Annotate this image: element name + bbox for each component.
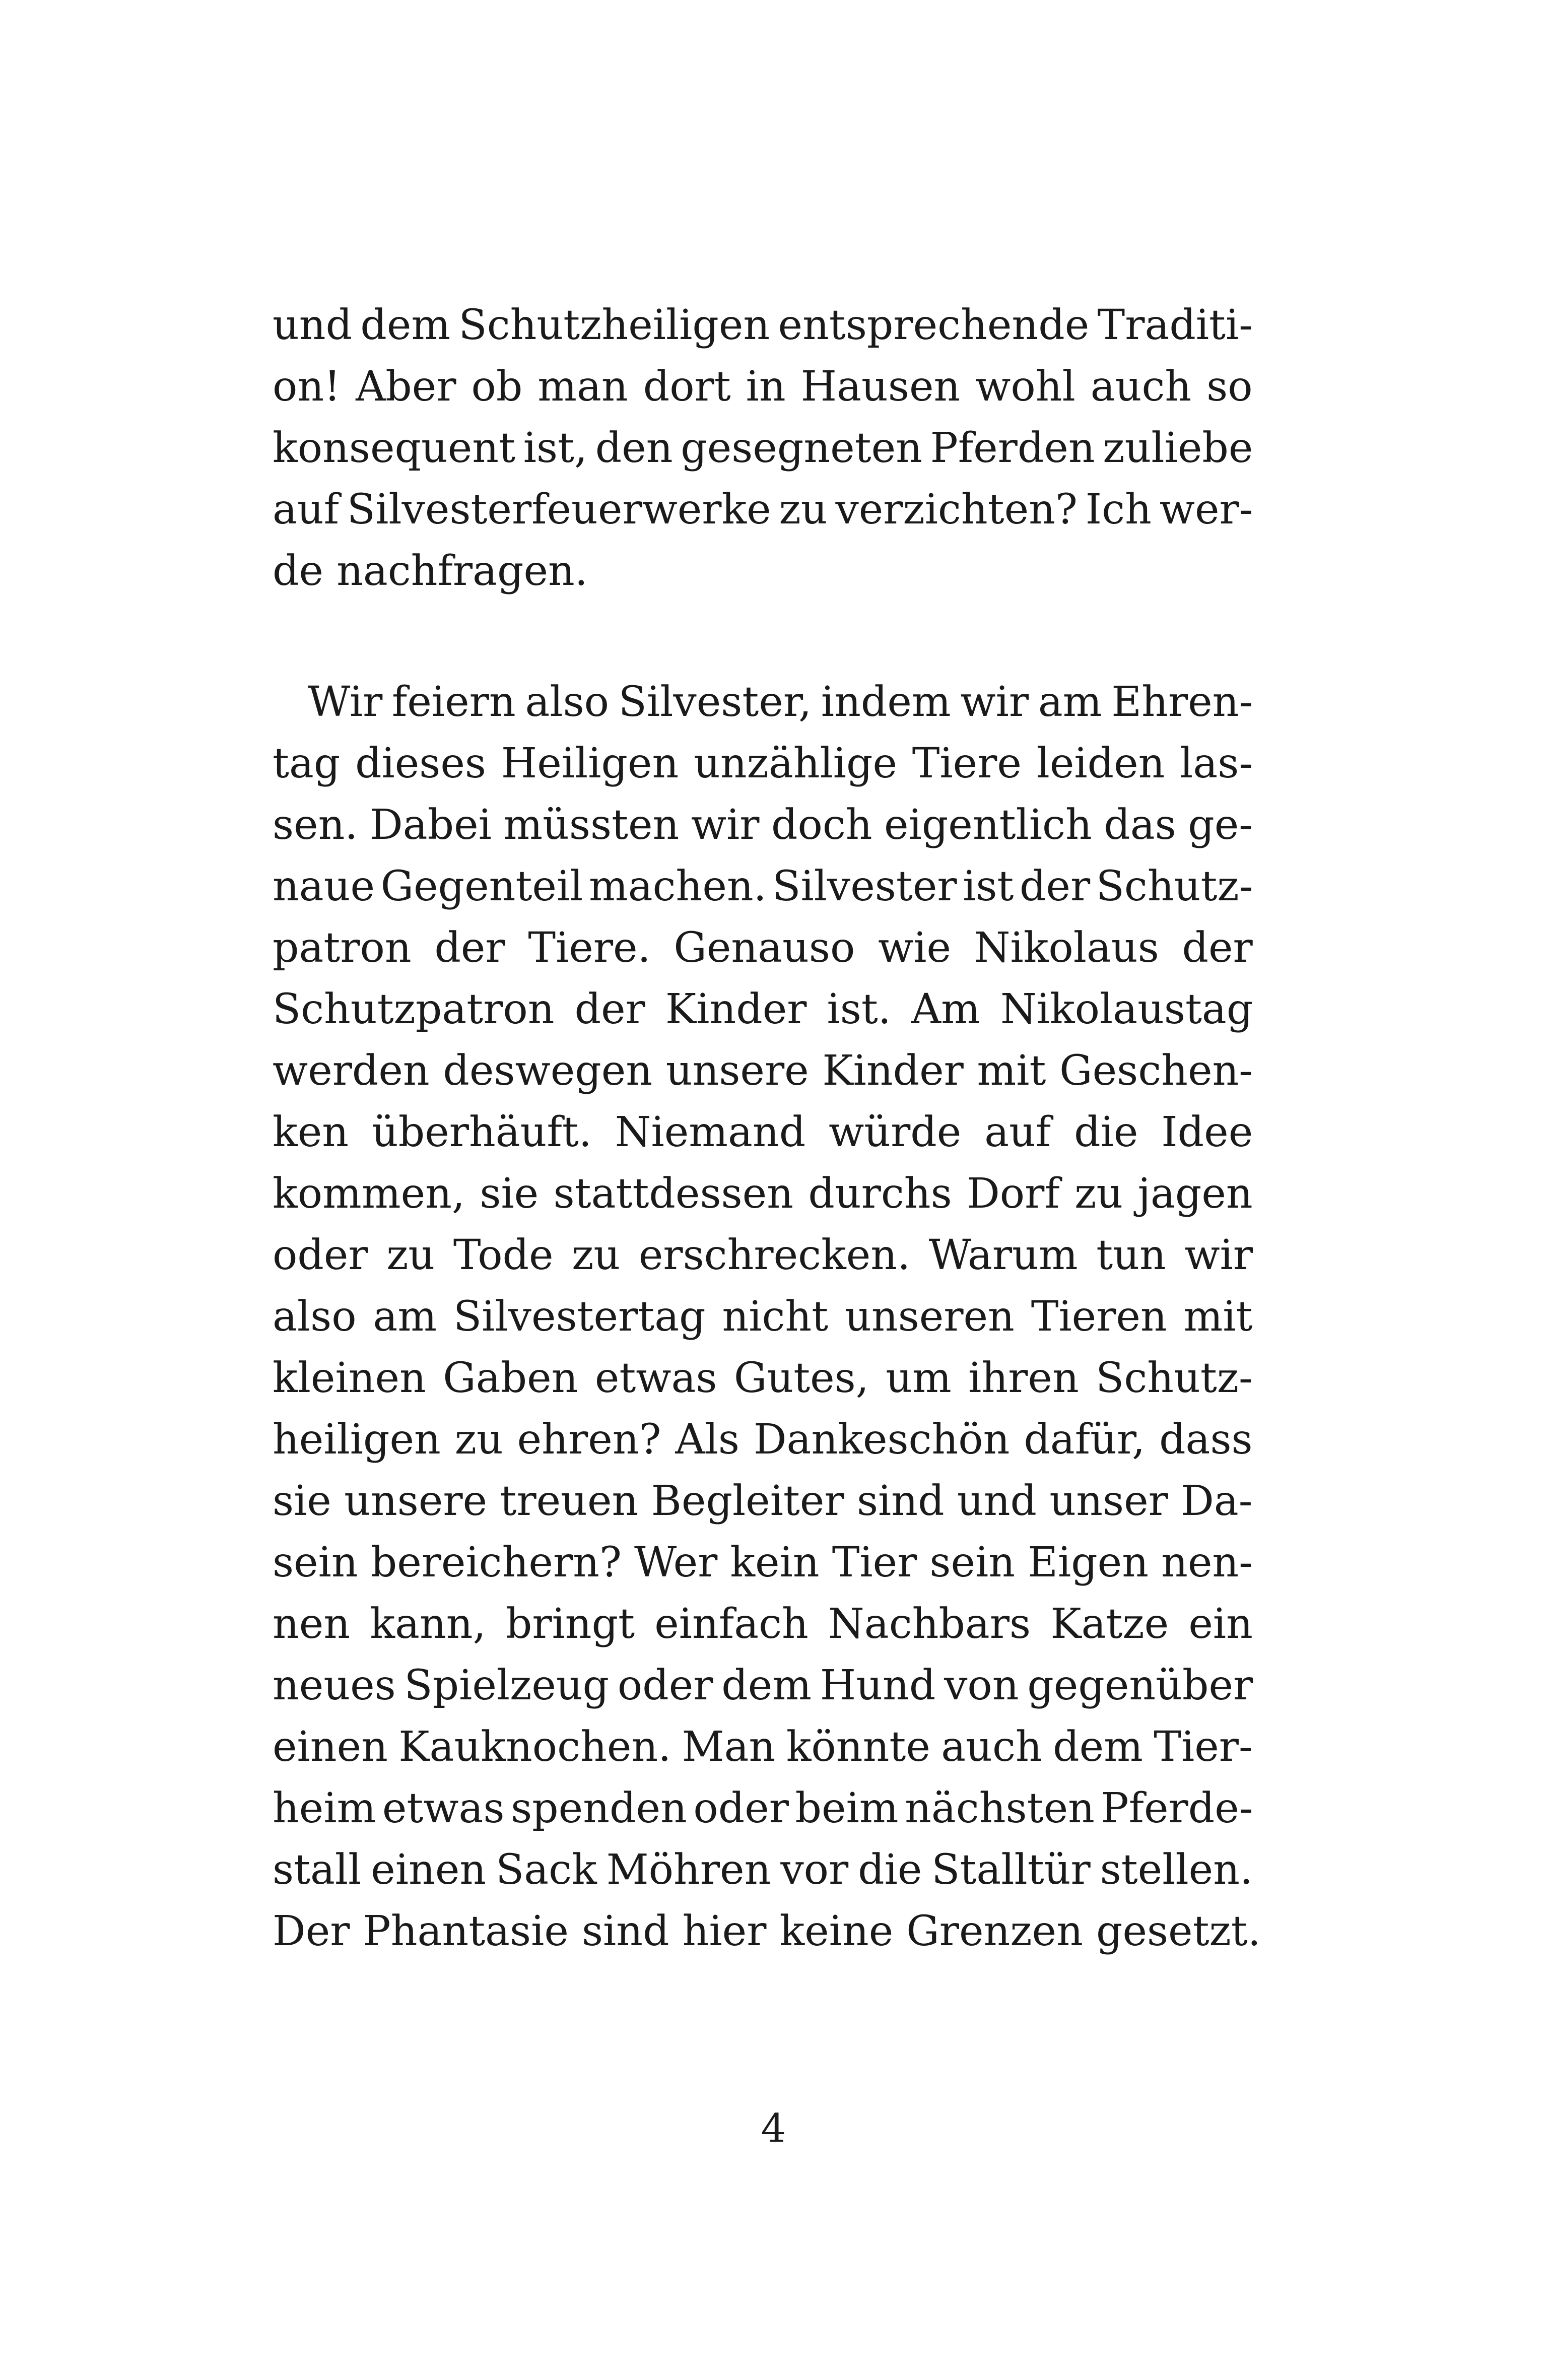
paragraph-2-line-14: sie unsere treuen Begleiter sind und unser Da- xyxy=(273,1477,1253,1525)
paragraph-2-line-5: patron der Tiere. Genauso wie Nikolaus der xyxy=(273,924,1253,972)
paragraph-2-line-19: heim etwas spenden oder beim nächsten Pferde- xyxy=(273,1784,1253,1832)
paragraph-2-line-1: Wir feiern also Silvester, indem wir am Ehren- xyxy=(308,678,1253,726)
paragraph-2-line-15: sein bereichern? Wer kein Tier sein Eigen nen- xyxy=(273,1539,1253,1586)
paragraph-1-line-4: auf Silvesterfeuerwerke zu verzichten? Ich wer- xyxy=(273,486,1253,534)
paragraph-1-line-5: de nachfragen. xyxy=(273,547,588,595)
paragraph-2-line-8: ken überhäuft. Niemand würde auf die Idee xyxy=(273,1108,1253,1156)
paragraph-2-line-13: heiligen zu ehren? Als Dankeschön dafür, dass xyxy=(273,1416,1253,1464)
paragraph-1-line-2: on! Aber ob man dort in Hausen wohl auch so xyxy=(273,363,1253,411)
paragraph-2-line-12: kleinen Gaben etwas Gutes, um ihren Schutz- xyxy=(273,1354,1253,1402)
page-number: 4 xyxy=(761,2106,786,2151)
paragraph-2-line-2: tag dieses Heiligen unzählige Tiere leiden las- xyxy=(273,740,1253,787)
paragraph-2-line-3: sen. Dabei müssten wir doch eigentlich das ge- xyxy=(273,801,1253,849)
paragraph-2-line-16: nen kann, bringt einfach Nachbars Katze ein xyxy=(273,1600,1253,1648)
paragraph-2-line-18: einen Kauknochen. Man könnte auch dem Tier- xyxy=(273,1723,1253,1771)
paragraph-2-line-11: also am Silvestertag nicht unseren Tieren mit xyxy=(273,1293,1253,1341)
paragraph-1-line-3: konsequent ist, den gesegneten Pferden zuliebe xyxy=(273,424,1253,472)
paragraph-2-line-7: werden deswegen unsere Kinder mit Geschen- xyxy=(273,1047,1253,1095)
paragraph-1-line-1: und dem Schutzheiligen entsprechende Traditi- xyxy=(273,301,1253,349)
paragraph-2-line-6: Schutzpatron der Kinder ist. Am Nikolaustag xyxy=(273,985,1253,1033)
paragraph-2-line-9: kommen, sie stattdessen durchs Dorf zu jagen xyxy=(273,1170,1253,1218)
paragraph-2-line-4: naue Gegenteil machen. Silvester ist der Schutz- xyxy=(273,863,1253,910)
paragraph-2-line-20: stall einen Sack Möhren vor die Stalltür stellen. xyxy=(273,1846,1253,1894)
paragraph-2-line-21: Der Phantasie sind hier keine Grenzen gesetzt. xyxy=(273,1907,1261,1955)
paragraph-2-line-10: oder zu Tode zu erschrecken. Warum tun wir xyxy=(273,1231,1253,1279)
paragraph-2-line-17: neues Spielzeug oder dem Hund von gegenüber xyxy=(273,1662,1253,1709)
